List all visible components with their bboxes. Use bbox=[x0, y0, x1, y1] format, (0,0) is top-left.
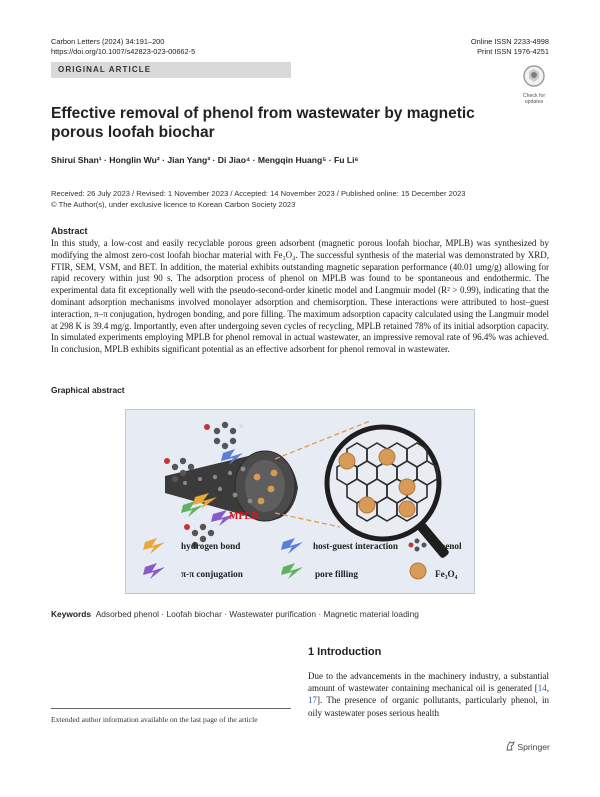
author-list: Shirui Shan¹ · Honglin Wu² · Jian Yang³ · Di Jiao⁴ · Mengqin Huang⁵ · Fu Li⁶ bbox=[51, 155, 359, 165]
springer-horse-icon bbox=[506, 741, 515, 751]
copyright-line: © The Author(s), under exclusive licence to Korean Carbon Society 2023 bbox=[51, 199, 296, 209]
keywords-label: Keywords bbox=[51, 609, 92, 619]
author-info-footnote: Extended author information available on the last page of the article bbox=[51, 715, 258, 724]
abstract-heading: Abstract bbox=[51, 226, 88, 236]
legend-pi-pi: π-π conjugation bbox=[181, 569, 243, 579]
introduction-heading: 1 Introduction bbox=[308, 646, 382, 658]
check-for-updates-button[interactable] bbox=[518, 64, 550, 105]
abstract-text: In this study, a low-cost and easily recyclable porous green adsorbent (magnetic porous loofah biochar, MPLB) was synthesized by modifying the almost zero-cost loofah biochar material with Fe₃O₄. The successful synthesis of the material was demonstrated by XRD, FTIR, SEM, VSM, and BET. In addition, the material exhibits outstanding magnetic separation performance (40.01 umg/g) allowing for rapid recovery within just 90 s. The adsorption process of phenol on MPLB was found to be spontaneous and endothermic. The experimental data fit exceptionally well with the pseudo-second-order kinetic model and Langmuir model (R² > 0.99), indicating that the dominant adsorption mechanisms involved monolayer adsorption and chemisorption. These interactions were attributed to host–guest interaction, π–π conjugation, hydrogen bonding, and pore filling. The maximum adsorption capacity calculated using the Langmuir model at 298 K is 39.4 mg/g. Importantly, even after undergoing seven cycles of recycling, MPLB retained 78% of its initial adsorption capacity. In simulated experiments employing MPLB for phenol removal in actual wastewater, an impressive removal rate of 96.4% was achieved. In conclusion, MPLB exhibits significant potential as an effective adsorbent for phenol removal in wastewater. bbox=[51, 238, 549, 355]
graphical-abstract-figure bbox=[125, 409, 475, 594]
footnote-divider bbox=[51, 708, 291, 709]
legend-host-guest: host-guest interaction bbox=[313, 541, 398, 551]
publisher-name: Springer bbox=[517, 742, 550, 752]
check-updates-label: Check for updates bbox=[522, 93, 546, 105]
keywords bbox=[51, 609, 551, 619]
legend-phenol: phenol bbox=[435, 541, 462, 551]
article-title: Effective removal of phenol from wastewater by magnetic porous loofah biochar bbox=[51, 105, 475, 141]
publication-dates bbox=[51, 189, 466, 210]
article-type-label: ORIGINAL ARTICLE bbox=[58, 65, 152, 74]
fe3o4-icon bbox=[410, 563, 426, 579]
citation-link-14[interactable]: 14 bbox=[537, 683, 547, 694]
citation-separator: , bbox=[546, 683, 549, 694]
article-type-badge bbox=[51, 62, 291, 78]
intro-text-start: Due to the advancements in the machinery industry, a substantial amount of wastewater containing mechanical oil is generated [ bbox=[308, 671, 549, 694]
history-dates: Received: 26 July 2023 / Revised: 1 November 2023 / Accepted: 14 November 2023 / Published online: 15 December 2023 bbox=[51, 189, 466, 198]
legend-fe3o4: Fe₃O₄ bbox=[435, 569, 458, 579]
online-issn: Online ISSN 2233-4998 bbox=[470, 37, 549, 46]
graphical-abstract-heading: Graphical abstract bbox=[51, 385, 125, 395]
doi-link[interactable]: https://doi.org/10.1007/s42823-023-00662-5 bbox=[51, 47, 196, 56]
check-updates-icon bbox=[518, 64, 550, 88]
introduction-text bbox=[308, 670, 549, 719]
keywords-text: Adsorbed phenol · Loofah biochar · Wastewater purification · Magnetic material loading bbox=[95, 609, 419, 619]
legend-pore-filling: pore filling bbox=[315, 569, 358, 579]
intro-text-end: ]. The presence of organic pollutants, particularly phenol, in oily wastewater poses serious health bbox=[308, 695, 549, 718]
publisher-mark bbox=[506, 741, 550, 752]
mplb-label: MPLB bbox=[229, 511, 258, 522]
citation-link-17[interactable]: 17 bbox=[308, 695, 317, 706]
legend-hydrogen-bond: hydrogen bond bbox=[181, 541, 241, 551]
journal-citation: Carbon Letters (2024) 34:191–200 bbox=[51, 37, 165, 46]
print-issn: Print ISSN 1976-4251 bbox=[477, 47, 549, 56]
